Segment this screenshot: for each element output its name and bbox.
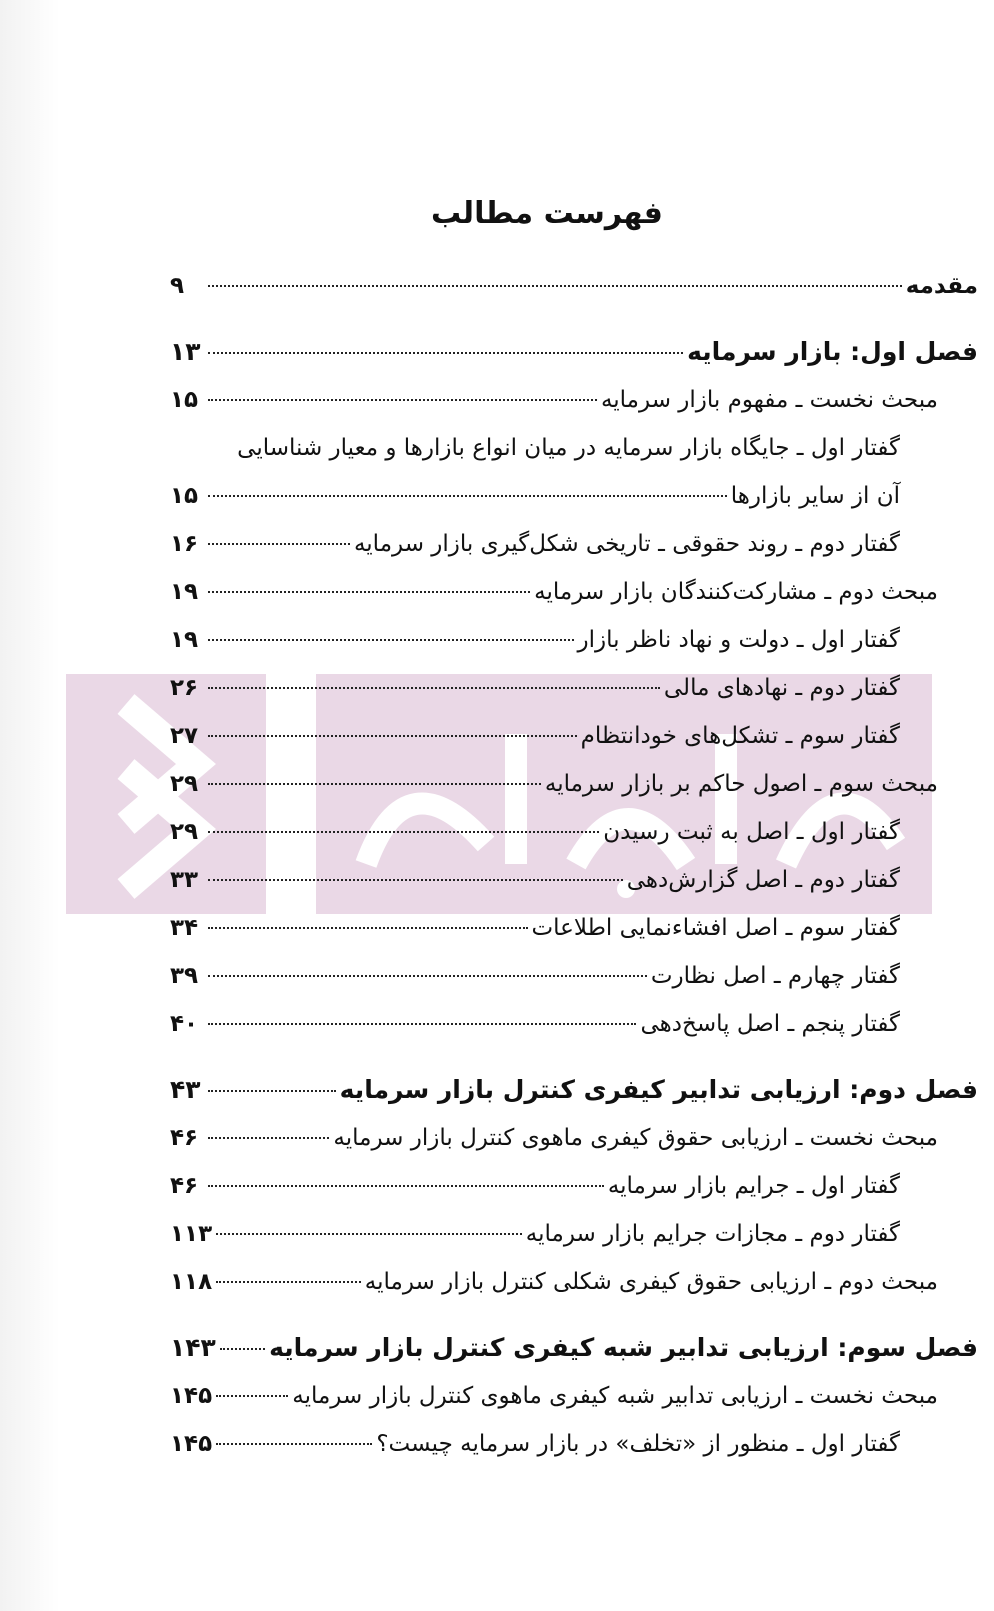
dot-leader bbox=[216, 1395, 288, 1397]
toc-entry-chapter-3[interactable] bbox=[170, 1324, 978, 1372]
toc-entry-label: مبحث نخست ـ ارزیابی تدابیر شبه کیفری ماهوی کنترل بازار سرمایه bbox=[292, 1383, 938, 1409]
toc-page-number: ۱۵ bbox=[170, 483, 199, 509]
spacer bbox=[170, 1306, 978, 1324]
toc-entry-chapter-1[interactable] bbox=[170, 328, 978, 376]
dot-leader bbox=[208, 735, 577, 737]
toc-entry-label: گفتار اول ـ اصل به ثبت رسیدن bbox=[603, 819, 900, 845]
toc-page-number: ۳۹ bbox=[170, 963, 199, 989]
toc-entry-subsection[interactable] bbox=[170, 664, 978, 712]
dot-leader bbox=[208, 927, 528, 929]
toc-entry-label: فصل اول: بازار سرمایه bbox=[687, 337, 978, 366]
toc-entry-subsection[interactable] bbox=[170, 1420, 978, 1468]
dot-leader bbox=[208, 543, 350, 545]
dot-leader bbox=[208, 399, 597, 401]
toc-entry-subsection[interactable] bbox=[170, 904, 978, 952]
toc-entry-section[interactable] bbox=[170, 1114, 978, 1162]
toc-entry-subsection[interactable] bbox=[170, 1210, 978, 1258]
toc-entry-label: گفتار دوم ـ روند حقوقی ـ تاریخی شکل‌گیری بازار سرمایه bbox=[353, 531, 900, 557]
toc-entry-subsection[interactable] bbox=[170, 520, 978, 568]
dot-leader bbox=[220, 1348, 265, 1350]
toc-page-number: ۲۹ bbox=[170, 771, 199, 797]
dot-leader bbox=[208, 831, 599, 833]
dot-leader bbox=[208, 879, 623, 881]
toc-entry-label: مبحث نخست ـ ارزیابی حقوق کیفری ماهوی کنترل بازار سرمایه bbox=[333, 1125, 938, 1151]
toc-page-number: ۱۶ bbox=[170, 531, 199, 557]
toc-entry-label: گفتار اول ـ جایگاه بازار سرمایه در میان انواع بازارها و معیار شناسایی bbox=[237, 435, 900, 461]
spacer bbox=[170, 1048, 978, 1066]
scan-shadow bbox=[0, 0, 60, 1611]
toc-entry-label: گفتار دوم ـ اصل گزارش‌دهی bbox=[626, 867, 900, 893]
toc-entry-label: گفتار دوم ـ مجازات جرایم بازار سرمایه bbox=[525, 1221, 900, 1247]
dot-leader bbox=[208, 975, 647, 977]
toc-entry-subsection[interactable] bbox=[170, 808, 978, 856]
toc-page-number: ۳۴ bbox=[170, 915, 199, 941]
toc-page-number: ۲۹ bbox=[170, 819, 199, 845]
toc-page-number: ۱۴۵ bbox=[170, 1383, 213, 1409]
dot-leader bbox=[216, 1443, 372, 1445]
dot-leader bbox=[208, 495, 727, 497]
toc-page-number: ۳۳ bbox=[170, 867, 199, 893]
toc-page-number: ۲۷ bbox=[170, 723, 199, 749]
dot-leader bbox=[208, 591, 530, 593]
toc-entry-label: مبحث دوم ـ ارزیابی حقوق کیفری شکلی کنترل بازار سرمایه bbox=[364, 1269, 938, 1295]
toc-entry-label: گفتار چهارم ـ اصل نظارت bbox=[650, 963, 900, 989]
toc-entry-chapter-2[interactable] bbox=[170, 1066, 978, 1114]
toc-entry-label: گفتار اول ـ دولت و نهاد ناظر بازار bbox=[577, 627, 900, 653]
toc-page-number: ۱۹ bbox=[170, 627, 199, 653]
toc-page-number: ۲۶ bbox=[170, 675, 199, 701]
dot-leader bbox=[208, 1137, 329, 1139]
toc-page-number: ۹ bbox=[170, 273, 185, 299]
toc-title: فهرست مطالب bbox=[431, 196, 663, 231]
toc-page-number: ۴۳ bbox=[170, 1075, 201, 1104]
dot-leader bbox=[208, 1185, 604, 1187]
toc-entry-subsection[interactable] bbox=[170, 616, 978, 664]
toc-page-number: ۱۱۸ bbox=[170, 1269, 213, 1295]
toc-entry-label: آن از سایر بازارها bbox=[730, 483, 900, 509]
table-of-contents bbox=[170, 262, 978, 1468]
toc-entry-section[interactable] bbox=[170, 376, 978, 424]
toc-entry-label: گفتار سوم ـ تشکل‌های خودانتظام bbox=[580, 723, 900, 749]
toc-entry-subsection[interactable] bbox=[170, 1000, 978, 1048]
dot-leader bbox=[208, 352, 683, 354]
toc-entry-label: فصل دوم: ارزیابی تدابیر کیفری کنترل بازار سرمایه bbox=[339, 1075, 978, 1104]
toc-entry-label: گفتار اول ـ جرایم بازار سرمایه bbox=[607, 1173, 900, 1199]
toc-entry-label: گفتار دوم ـ نهادهای مالی bbox=[663, 675, 900, 701]
dot-leader bbox=[216, 1281, 361, 1283]
toc-entry-subsection[interactable] bbox=[170, 856, 978, 904]
toc-entry-label: مبحث دوم ـ مشارکت‌کنندگان بازار سرمایه bbox=[534, 579, 938, 605]
toc-page-number: ۱۴۳ bbox=[170, 1333, 216, 1362]
toc-entry-label: گفتار سوم ـ اصل افشاءنمایی اطلاعات bbox=[531, 915, 900, 941]
toc-page-number: ۱۱۳ bbox=[170, 1221, 213, 1247]
toc-entry-subsection[interactable] bbox=[170, 1162, 978, 1210]
dot-leader bbox=[208, 1023, 636, 1025]
toc-page-number: ۱۳ bbox=[170, 337, 201, 366]
toc-entry-section[interactable] bbox=[170, 568, 978, 616]
dot-leader bbox=[208, 1090, 336, 1092]
toc-entry-subsection-first-line[interactable] bbox=[170, 424, 978, 472]
dot-leader bbox=[208, 687, 660, 689]
toc-entry-section[interactable] bbox=[170, 760, 978, 808]
toc-entry-label: مبحث سوم ـ اصول حاکم بر بازار سرمایه bbox=[544, 771, 938, 797]
toc-entry-subsection[interactable] bbox=[170, 472, 978, 520]
toc-entry-introduction[interactable] bbox=[170, 262, 978, 310]
spacer bbox=[170, 310, 978, 328]
toc-entry-label: مبحث نخست ـ مفهوم بازار سرمایه bbox=[600, 387, 938, 413]
dot-leader bbox=[216, 1233, 522, 1235]
dot-leader bbox=[208, 285, 902, 287]
toc-page-number: ۴۶ bbox=[170, 1173, 199, 1199]
toc-page-number: ۴۶ bbox=[170, 1125, 199, 1151]
toc-entry-label: مقدمه bbox=[905, 273, 978, 299]
toc-entry-label: فصل سوم: ارزیابی تدابیر شبه کیفری کنترل بازار سرمایه bbox=[269, 1333, 978, 1362]
toc-entry-label: گفتار اول ـ منظور از «تخلف» در بازار سرمایه چیست؟ bbox=[376, 1431, 900, 1457]
toc-page-number: ۱۵ bbox=[170, 387, 199, 413]
toc-entry-label: گفتار پنجم ـ اصل پاسخ‌دهی bbox=[640, 1011, 900, 1037]
dot-leader bbox=[208, 639, 574, 641]
toc-page-number: ۴۰ bbox=[170, 1011, 199, 1037]
toc-entry-subsection[interactable] bbox=[170, 712, 978, 760]
toc-entry-section[interactable] bbox=[170, 1372, 978, 1420]
dot-leader bbox=[208, 783, 541, 785]
toc-page-number: ۱۹ bbox=[170, 579, 199, 605]
toc-entry-section[interactable] bbox=[170, 1258, 978, 1306]
toc-page-number: ۱۴۵ bbox=[170, 1431, 213, 1457]
toc-entry-subsection[interactable] bbox=[170, 952, 978, 1000]
